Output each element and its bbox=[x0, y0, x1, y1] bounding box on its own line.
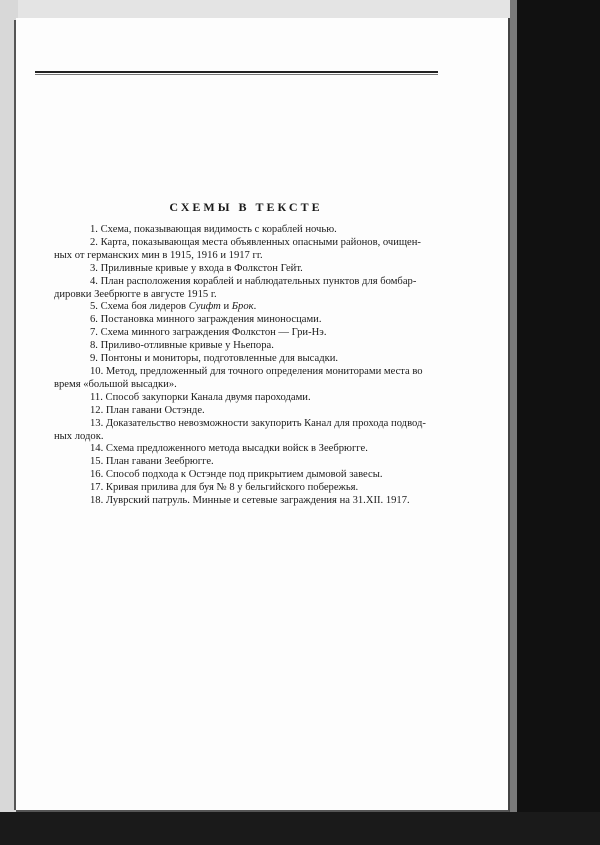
item-number: 4. bbox=[90, 275, 98, 287]
list-item bbox=[54, 224, 496, 237]
item-text: Кривая прилива для буя № 8 у бельгийского побережья. bbox=[105, 482, 359, 494]
list-item bbox=[54, 340, 496, 353]
list-item bbox=[54, 263, 496, 276]
item-text: Схема боя лидеров bbox=[100, 301, 189, 313]
item-number: 1. bbox=[90, 224, 98, 235]
list-item bbox=[54, 495, 496, 508]
item-text: Метод, предложенный для точного определения мониторами места во bbox=[105, 365, 423, 377]
list-item bbox=[54, 353, 496, 366]
item-text: Карта, показывающая места объявленных опасными районов, очищен- bbox=[100, 236, 421, 248]
item-text: Способ подхода к Остэнде под прикрытием дымовой завесы. bbox=[105, 469, 383, 481]
item-text: Схема минного заграждения Фолкстон — Гри-Нэ. bbox=[100, 327, 327, 339]
list-item bbox=[54, 314, 496, 327]
item-number: 17. bbox=[90, 482, 104, 494]
list-item bbox=[54, 405, 496, 418]
item-number: 14. bbox=[90, 443, 104, 455]
page-heading: СХЕМЫ В ТЕКСТЕ bbox=[169, 200, 323, 214]
list-item bbox=[54, 327, 496, 340]
list-item bbox=[54, 418, 496, 444]
header-rule-thin bbox=[35, 74, 438, 75]
item-text: Понтоны и мониторы, подготовленные для высадки. bbox=[100, 353, 339, 365]
item-text-continued: время «большой высадки». bbox=[54, 378, 177, 390]
item-text-continued: ных от германских мин в 1915, 1916 и 1917 гг. bbox=[54, 249, 263, 261]
item-number: 5. bbox=[90, 301, 98, 313]
list-item bbox=[54, 443, 496, 456]
item-number: 7. bbox=[90, 327, 98, 339]
header-rule bbox=[35, 71, 438, 73]
item-text: План расположения кораблей и наблюдательных пунктов для бомбар- bbox=[100, 275, 417, 287]
item-number: 16. bbox=[90, 469, 104, 481]
item-text: Постановка минного заграждения миноносцами. bbox=[100, 314, 322, 326]
item-number: 18. bbox=[90, 495, 104, 507]
item-number: 2. bbox=[90, 236, 98, 248]
item-number: 10. bbox=[90, 365, 104, 377]
item-number: 9. bbox=[90, 353, 98, 365]
item-text-continued: ных лодок. bbox=[54, 430, 104, 442]
item-text: Луврский патруль. Минные и сетевые заграждения на 31.XII. 1917. bbox=[105, 495, 410, 507]
item-text: Приливо-отливные кривые у Ньепора. bbox=[100, 340, 274, 352]
item-text: Доказательство невозможности закупорить Канал для прохода подвод- bbox=[105, 417, 426, 429]
list-item bbox=[54, 276, 496, 302]
item-number: 13. bbox=[90, 417, 104, 429]
item-text-period: . bbox=[253, 301, 257, 313]
item-number: 6. bbox=[90, 314, 98, 326]
figure-list bbox=[54, 224, 496, 508]
item-number: 8. bbox=[90, 340, 98, 352]
item-number: 3. bbox=[90, 262, 98, 274]
item-text-conjunction: и bbox=[220, 301, 232, 313]
list-item bbox=[54, 366, 496, 392]
item-text: План гавани Остэнде. bbox=[105, 404, 205, 416]
item-number: 12. bbox=[90, 404, 104, 416]
scan-dark-background bbox=[517, 0, 600, 845]
item-number: 11. bbox=[90, 391, 103, 403]
item-text: Схема, показывающая видимость с кораблей ночью. bbox=[100, 224, 337, 235]
item-text: Приливные кривые у входа в Фолкстон Гейт. bbox=[100, 262, 303, 274]
scan-bottom-background bbox=[0, 812, 600, 845]
item-number: 15. bbox=[90, 456, 104, 468]
item-text: План гавани Зеебрюгге. bbox=[105, 456, 214, 468]
document-page bbox=[16, 18, 510, 812]
ship-name-swift: Суифт bbox=[188, 301, 221, 313]
list-item bbox=[54, 392, 496, 405]
list-item bbox=[54, 237, 496, 263]
list-item bbox=[54, 469, 496, 482]
ship-name-broke: Брок bbox=[231, 301, 254, 313]
item-text: Способ закупорки Канала двумя пароходами. bbox=[105, 391, 311, 403]
list-item bbox=[54, 482, 496, 495]
list-item bbox=[54, 301, 496, 314]
list-item bbox=[54, 456, 496, 469]
item-text: Схема предложенного метода высадки войск в Зеебрюгге. bbox=[105, 443, 368, 455]
item-text-continued: дировки Зеебрюгге в августе 1915 г. bbox=[54, 288, 217, 300]
